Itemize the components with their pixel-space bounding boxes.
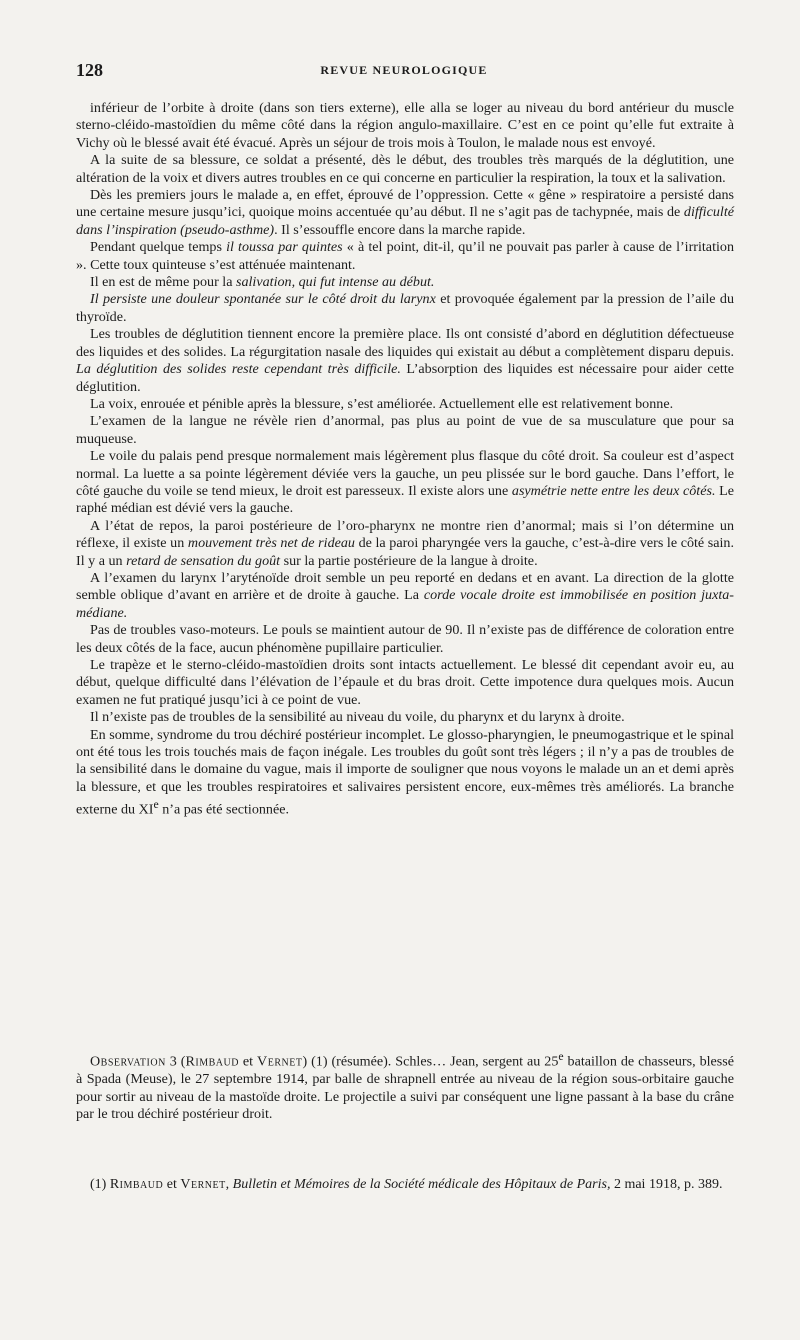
text-run: Pendant quelque temps bbox=[90, 239, 227, 256]
observation-paragraph bbox=[76, 1048, 734, 1123]
text-run: Le trapèze et le sterno-cléido-mastoïdien droits sont intacts actuellement. Le blessé dit cependant avoir eu, au début, quelque difficulté dans l’élévation de l’épaule et du bras droit. Cette impotence dura quelques mois. Aucun examen ne fut pratiqué jusqu’ici à ce point de vue. bbox=[76, 657, 734, 708]
text-run: 2 mai 1918, p. 389. bbox=[610, 1177, 723, 1192]
italic-text: corde vocale droite est immobilisée en position juxta-médiane. bbox=[76, 587, 734, 621]
body-paragraph bbox=[76, 518, 734, 570]
text-run: « à tel point, dit-il, qu’il ne pouvait pas parler à cause de l’irritation ». Cette toux quinteuse s’est atténuée maintenant. bbox=[76, 239, 734, 273]
body-paragraph bbox=[76, 413, 734, 448]
body-paragraph bbox=[76, 100, 734, 152]
text-run: et provoquée également par la pression de l’aile du thyroïde. bbox=[76, 291, 734, 325]
italic-text: retard de sensation du goût bbox=[126, 552, 281, 569]
small-caps-name: Observation bbox=[90, 1053, 166, 1070]
text-run: Pas de troubles vaso-moteurs. Le pouls se maintient autour de 90. Il n’existe pas de différence de coloration entre les deux côtés de la face, aucun phénomène pupillaire particulier. bbox=[76, 622, 734, 656]
text-run: n’a pas été sectionnée. bbox=[158, 801, 290, 818]
text-run: L’absorption des liquides est nécessaire pour aider cette déglutition. bbox=[76, 361, 734, 395]
body-paragraph bbox=[76, 448, 734, 518]
text-run: et bbox=[163, 1177, 181, 1192]
italic-text: difficulté dans l’inspiration (pseudo-asthme) bbox=[76, 204, 734, 238]
text-run: La voix, enrouée et pénible après la blessure, s’est améliorée. Actuellement elle est relativement bonne. bbox=[90, 395, 674, 412]
text-run: A l’état de repos, la paroi postérieure de l’oro-pharynx ne montre rien d’anormal; mais si l’on détermine un réflexe, il existe un bbox=[76, 517, 734, 552]
footnote-section bbox=[76, 1176, 734, 1193]
text-run: Il n’existe pas de troubles de la sensibilité au niveau du voile, du pharynx et du larynx à droite. bbox=[90, 709, 625, 726]
italic-text: La déglutition des solides reste cependant très difficile. bbox=[76, 361, 401, 378]
small-caps-name: Rimbaud bbox=[185, 1053, 239, 1070]
body-paragraph bbox=[76, 291, 734, 326]
italic-text: Il persiste une douleur spontanée sur le côté droit du larynx bbox=[90, 291, 436, 308]
text-run: En somme, syndrome du trou déchiré postérieur incomplet. Le glosso-pharyngien, le pneumogastrique et le spinal ont été tous les trois touchés mais de façon inégale. Les troubles du goût sont très légers ; il n’y a pas de troubles de la sensibilité dans le domaine du vague, mais il importe de souligner que nous voyons le malade un an et demi après la blessure, et que les troubles respiratoires et salivaires persistent encore, eux-mêmes très améliorés. La branche externe du XI bbox=[76, 726, 734, 818]
running-title: REVUE NEUROLOGIQUE bbox=[320, 63, 488, 77]
body-paragraph bbox=[76, 152, 734, 187]
body-paragraph bbox=[76, 396, 734, 413]
text-run: L’examen de la langue ne révèle rien d’anormal, pas plus au point de vue de sa musculature que pour sa muqueuse. bbox=[76, 413, 734, 447]
text-run: A l’examen du larynx l’aryténoïde droit semble un peu reporté en dedans et en avant. La direction de la glotte semble oblique d’avant en arrière et de droite à gauche. La bbox=[76, 569, 734, 604]
text-run: (1) bbox=[90, 1177, 110, 1192]
italic-text: Bulletin et Mémoires de la Société médicale des Hôpitaux de Paris, bbox=[232, 1177, 611, 1192]
text-run: Il en est de même pour la bbox=[90, 274, 236, 291]
body-paragraph bbox=[76, 239, 734, 274]
body-paragraph bbox=[76, 187, 734, 239]
italic-text: salivation, qui fut intense au début. bbox=[235, 274, 435, 291]
body-paragraph bbox=[76, 657, 734, 709]
text-run: Les troubles de déglutition tiennent encore la première place. Ils ont consisté d’abord en déglutition défectueuse des liquides et des solides. La régurgitation nasale des liquides qui existait au début a complètement disparu depuis. bbox=[76, 326, 734, 360]
text-run: de la paroi pharyngée vers la gauche, c’est-à-dire vers le côté sain. Il y a un bbox=[76, 535, 734, 569]
text-run: A la suite de sa blessure, ce soldat a présenté, dès le début, des troubles très marqués de la déglutition, une altération de la voix et divers autres troubles en ce qui concerne en particulier la respiration, la toux et la salivation. bbox=[76, 152, 734, 186]
small-caps-name: Vernet bbox=[180, 1177, 226, 1192]
page-header bbox=[76, 60, 732, 82]
text-run: , bbox=[225, 1177, 233, 1192]
text-run: sur la partie postérieure de la langue à droite. bbox=[280, 552, 538, 569]
text-run: bataillon de chasseurs, blessé à Spada (Meuse), le 27 septembre 1914, par balle de shrapnell entrée au niveau de la région sous-orbitaire gauche pour sortir au niveau de la mastoïde droite. Le projectile a suivi par conséquent une ligne passant à la base du crâne par le trou déchiré postérieur droit. bbox=[76, 1053, 735, 1122]
text-run: Dès les premiers jours le malade a, en effet, éprouvé de l’oppression. Cette « gêne » respiratoire a persisté dans une certaine mesure jusqu’ici, quoique moins accentuée qu’au début. Il ne s’agit pas de tachypnée, mais de bbox=[76, 187, 734, 221]
text-run: Le voile du palais pend presque normalement mais légèrement plus flasque du côté droit. Sa couleur est d’aspect normal. La luette a sa pointe légèrement déviée vers la gauche, un peu plissée sur le bord gauche. Dans l’effort, le côté gauche du voile se tend mieux, le droit est paresseux. Il existe alors une bbox=[76, 448, 734, 499]
body-paragraph bbox=[76, 727, 734, 820]
observation-section bbox=[76, 1048, 734, 1123]
body-paragraph bbox=[76, 326, 734, 396]
body-paragraph bbox=[76, 622, 734, 657]
body-paragraph bbox=[76, 709, 734, 726]
text-run: et bbox=[238, 1053, 258, 1070]
body-paragraph bbox=[76, 274, 734, 291]
footnote bbox=[76, 1176, 734, 1193]
text-run: 3 ( bbox=[165, 1053, 186, 1070]
text-run: Le raphé médian est dévié vers la gauche. bbox=[76, 482, 734, 517]
article-body bbox=[76, 100, 734, 819]
text-run: ) (1) (résumée). Schles… Jean, sergent au 25 bbox=[302, 1053, 559, 1070]
italic-text: il toussa par quintes bbox=[226, 239, 343, 256]
superscript: e bbox=[558, 1050, 564, 1063]
body-paragraph bbox=[76, 570, 734, 622]
text-run: inférieur de l’orbite à droite (dans son tiers externe), elle alla se loger au niveau du bord antérieur du muscle sterno-cléido-mastoïdien du même côté dans la région angulo-maxillaire. C’est en ce point qu’elle fut extraite à Vichy où le blessé avait été évacué. Après un séjour de trois mois à Toulon, le malade nous est envoyé. bbox=[76, 100, 734, 151]
superscript: e bbox=[153, 798, 159, 812]
italic-text: asymétrie nette entre les deux côtés. bbox=[511, 482, 716, 499]
small-caps-name: Rimbaud bbox=[109, 1177, 164, 1192]
text-run: . Il s’essouffle encore dans la marche rapide. bbox=[274, 221, 526, 238]
italic-text: mouvement très net de rideau bbox=[187, 535, 355, 552]
page-number: 128 bbox=[76, 60, 103, 80]
small-caps-name: Vernet bbox=[257, 1053, 303, 1070]
